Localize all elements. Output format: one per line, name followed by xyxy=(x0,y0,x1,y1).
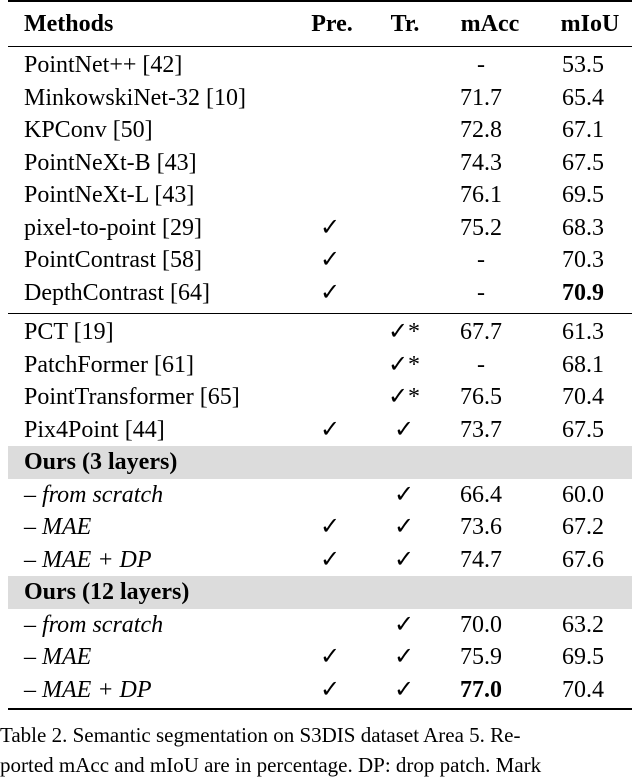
pre-cell: ✓ xyxy=(319,247,341,273)
table-row xyxy=(8,244,632,277)
macc-cell: 73.7 xyxy=(460,416,502,443)
tr-cell: ✓ xyxy=(393,514,415,540)
tr-cell: ✓ xyxy=(393,644,415,670)
tr-cell: ✓* xyxy=(387,384,421,410)
table-row xyxy=(8,49,632,82)
table-row xyxy=(8,114,632,147)
macc-cell: 75.2 xyxy=(460,214,502,241)
caption-line-1: Table 2. Semantic segmentation on S3DIS dataset Area 5. Re- xyxy=(0,723,521,747)
section-title: Ours (3 layers) xyxy=(24,449,178,475)
tr-cell: ✓ xyxy=(393,546,415,573)
pre-cell: ✓ xyxy=(319,279,341,306)
macc-cell: - xyxy=(477,351,485,378)
tr-cell: ✓ xyxy=(393,481,415,508)
method-cell: DepthContrast [64] xyxy=(24,279,210,306)
miou-cell: 70.4 xyxy=(562,384,604,410)
macc-cell: 76.1 xyxy=(460,182,502,208)
method-cell: PointNet++ [42] xyxy=(24,52,183,78)
tr-cell: ✓ xyxy=(393,676,415,703)
pre-cell: ✓ xyxy=(319,644,341,670)
group-ours-3 xyxy=(8,479,632,577)
miou-cell: 70.4 xyxy=(562,676,604,703)
table-row xyxy=(8,381,632,414)
table-row xyxy=(8,641,632,674)
miou-cell: 61.3 xyxy=(562,319,604,345)
miou-cell: 65.4 xyxy=(562,84,604,111)
miou-cell: 60.0 xyxy=(562,481,604,508)
bottom-rule xyxy=(8,708,632,710)
miou-cell: 67.5 xyxy=(562,149,604,176)
method-cell: pixel-to-point [29] xyxy=(24,214,202,241)
method-cell: PointTransformer [65] xyxy=(24,384,240,410)
macc-cell: 74.7 xyxy=(460,546,502,573)
macc-cell: 67.7 xyxy=(460,319,502,345)
macc-cell: - xyxy=(477,247,485,273)
method-cell: PatchFormer [61] xyxy=(24,351,194,378)
pre-cell: ✓ xyxy=(319,214,341,241)
pre-cell: ✓ xyxy=(319,546,341,573)
table-row xyxy=(8,479,632,512)
method-cell: PointNeXt-B [43] xyxy=(24,149,197,176)
table-row xyxy=(8,674,632,707)
miou-cell: 68.3 xyxy=(562,214,604,241)
tr-cell: ✓* xyxy=(387,319,421,345)
group-transformers xyxy=(8,314,632,446)
tr-cell: ✓ xyxy=(393,611,415,638)
results-table xyxy=(8,0,632,710)
miou-cell: 70.9 xyxy=(562,279,604,306)
method-cell: – MAE + DP xyxy=(24,546,152,573)
section-ours-3-layers xyxy=(8,446,632,479)
tr-cell: ✓ xyxy=(393,416,415,443)
method-cell: – MAE + DP xyxy=(24,676,152,703)
table-row xyxy=(8,609,632,642)
section-title: Ours (12 layers) xyxy=(24,579,190,605)
table-row xyxy=(8,544,632,577)
caption-line-2: ported mAcc and mIoU are in percentage. DP: drop patch. Mark xyxy=(0,753,542,777)
macc-cell: 74.3 xyxy=(460,149,502,176)
method-cell: – MAE xyxy=(24,644,92,670)
miou-cell: 67.1 xyxy=(562,117,604,143)
table-row xyxy=(8,277,632,310)
table-row xyxy=(8,316,632,349)
method-cell: – from scratch xyxy=(24,611,164,638)
table-row xyxy=(8,511,632,544)
header-methods: Methods xyxy=(24,11,114,37)
table-caption xyxy=(0,720,640,780)
method-cell: PCT [19] xyxy=(24,319,114,345)
macc-cell: - xyxy=(477,52,485,78)
table-row xyxy=(8,82,632,115)
method-cell: Pix4Point [44] xyxy=(24,416,165,443)
macc-cell: 73.6 xyxy=(460,514,502,540)
miou-cell: 70.3 xyxy=(562,247,604,273)
method-cell: PointNeXt-L [43] xyxy=(24,182,195,208)
miou-cell: 53.5 xyxy=(562,52,604,78)
table-row xyxy=(8,147,632,180)
table-row xyxy=(8,349,632,382)
section-ours-12-layers xyxy=(8,576,632,609)
group-baselines xyxy=(8,47,632,309)
header-row xyxy=(8,2,632,46)
miou-cell: 67.5 xyxy=(562,416,604,443)
table-row xyxy=(8,212,632,245)
miou-cell: 67.2 xyxy=(562,514,604,540)
header-tr: Tr. xyxy=(390,11,420,37)
miou-cell: 67.6 xyxy=(562,546,604,573)
method-cell: – MAE xyxy=(24,514,92,540)
table-row xyxy=(8,179,632,212)
macc-cell: 66.4 xyxy=(460,481,502,508)
miou-cell: 68.1 xyxy=(562,351,604,378)
macc-cell: 76.5 xyxy=(460,384,502,410)
method-cell: PointContrast [58] xyxy=(24,247,202,273)
macc-cell: 77.0 xyxy=(460,676,502,703)
method-cell: MinkowskiNet-32 [10] xyxy=(24,84,246,111)
method-cell: KPConv [50] xyxy=(24,117,153,143)
macc-cell: 71.7 xyxy=(460,84,502,111)
group-ours-12 xyxy=(8,609,632,707)
miou-cell: 69.5 xyxy=(562,182,604,208)
macc-cell: 75.9 xyxy=(460,644,502,670)
header-miou: mIoU xyxy=(560,11,620,37)
miou-cell: 69.5 xyxy=(562,644,604,670)
macc-cell: - xyxy=(477,279,485,306)
macc-cell: 70.0 xyxy=(460,611,502,638)
miou-cell: 63.2 xyxy=(562,611,604,638)
pre-cell: ✓ xyxy=(319,416,341,443)
header-macc: mAcc xyxy=(460,11,520,37)
method-cell: – from scratch xyxy=(24,481,164,508)
macc-cell: 72.8 xyxy=(460,117,502,143)
pre-cell: ✓ xyxy=(319,514,341,540)
pre-cell: ✓ xyxy=(319,676,341,703)
tr-cell: ✓* xyxy=(387,351,421,378)
header-pre: Pre. xyxy=(311,11,353,37)
table-row xyxy=(8,414,632,447)
